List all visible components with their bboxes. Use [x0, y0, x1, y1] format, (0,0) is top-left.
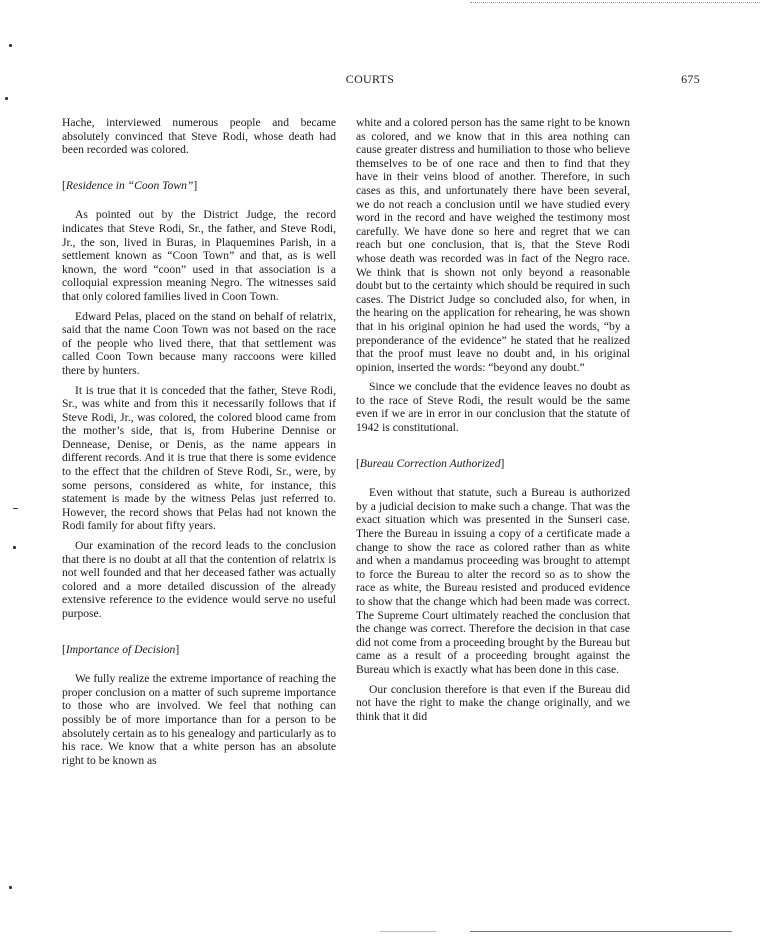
- right-column: [356, 116, 630, 729]
- paragraph: Edward Pelas, placed on the stand on behalf of relatrix, said that the name Coon Town was not based on the race of the people who lived there, that that settlement was called Coon Town because many raccoons were killed there by hunters.: [62, 309, 336, 377]
- bottom-rule: [470, 931, 732, 932]
- running-head: COURTS: [345, 72, 395, 86]
- section-heading: [Bureau Correction Authorized]: [356, 456, 505, 470]
- scan-speck: [13, 546, 16, 549]
- section-heading: [Importance of Decision]: [62, 642, 180, 656]
- paragraph: Even without that statute, such a Bureau is authorized by a judicial decision to make such a change. That was the exact situation which was presented in the Sunseri case. There the Bureau in issuing a copy of a certificate made a change to show the race as colored rather than as white and when a mandamus proceeding was brought to attempt to force the Bureau to alter the record so as to show the race as white, the Bureau resisted and produced evidence to show that the change which had been made was correct. The Supreme Court ultimately reached the conclusion that the change was correct. Therefore the decision in that case did not come from a proceeding brought by the Bureau but came as a result of a proceeding brought against the Bureau which is exactly what has been done in this case.: [356, 486, 630, 676]
- scan-speck: [5, 97, 8, 100]
- paragraph: As pointed out by the District Judge, the record indicates that Steve Rodi, Sr., the father, and Steve Rodi, Jr., the son, lived in Buras, in Plaquemines Parish, in a settlement known as “Coon Town” and that, as is well known, the word “coon” used in that association is a colloquial expression meaning Negro. The witnesses said that only colored families lived in Coon Town.: [62, 208, 336, 303]
- section-heading: [Residence in “Coon Town”]: [62, 178, 198, 192]
- scan-speck: [9, 886, 12, 889]
- paragraph: Our examination of the record leads to the conclusion that there is no doubt at all that the contention of relatrix is not well founded and that her deceased father was actually colored and a more detailed discussion of the already extensive reference to the evidence would serve no useful purpose.: [62, 539, 336, 620]
- bottom-rule: [380, 931, 436, 932]
- paragraph: It is true that it is conceded that the father, Steve Rodi, Sr., was white and from this it necessarily follows that if Steve Rodi, Jr., was colored, the colored blood came from the mother’s side, that is, from Huberine Dennise or Dennease, Denise, or Denis, as the name appears in different records. And it is true that there is some evidence to the effect that the children of Steve Rodi, Sr., were, by some persons, considered as white, for instance, this statement is made by the witness Pelas just referred to. However, the record shows that Pelas had not known the Rodi family for about fifty years.: [62, 383, 336, 533]
- left-column: [62, 116, 336, 773]
- scan-speck: [9, 44, 12, 47]
- top-dotted-rule: [470, 2, 760, 3]
- paragraph: Our conclusion therefore is that even if the Bureau did not have the right to make the change originally, and we think that it did: [356, 682, 630, 723]
- paragraph: white and a colored person has the same right to be known as colored, and we know that in this area nothing can cause greater distress and humiliation to those who believe themselves to be of one race and then to find that they have in their veins blood of another. Therefore, in such cases as this, and unfortunately there have been several, we do not reach a conclusion until we have studied every word in the record and have weighed the testimony most carefully. We have done so here and regret that we can reach but one conclusion, that is, that the Steve Rodi whose death was recorded was in fact of the Negro race. We think that is shown not only beyond a reasonable doubt but to the certainty which should be required in such cases. The District Judge so concluded also, for when, in the hearing on the application for rehearing, he was shown that in his original opinion he had used the words, “by a preponderance of the evidence” he stated that he realized that the proof must leave no doubt and, in his original opinion, inserted the words: “beyond any doubt.”: [356, 116, 630, 374]
- page-number: 675: [681, 72, 700, 86]
- paragraph: Hache, interviewed numerous people and became absolutely convinced that Steve Rodi, whose death had been recorded was colored.: [62, 116, 336, 157]
- paragraph: We fully realize the extreme importance of reaching the proper conclusion on a matter of such supreme importance to those who are involved. We feel that nothing can possibly be of more importance than for a person to be absolutely certain as to his genealogy and particularly as to his race. We know that a white person has an absolute right to be known as: [62, 672, 336, 767]
- scan-speck: [13, 508, 18, 509]
- page-header: [60, 72, 700, 88]
- paragraph: Since we conclude that the evidence leaves no doubt as to the race of Steve Rodi, the result would be the same even if we are in error in our conclusion that the statute of 1942 is constitutional.: [356, 380, 630, 435]
